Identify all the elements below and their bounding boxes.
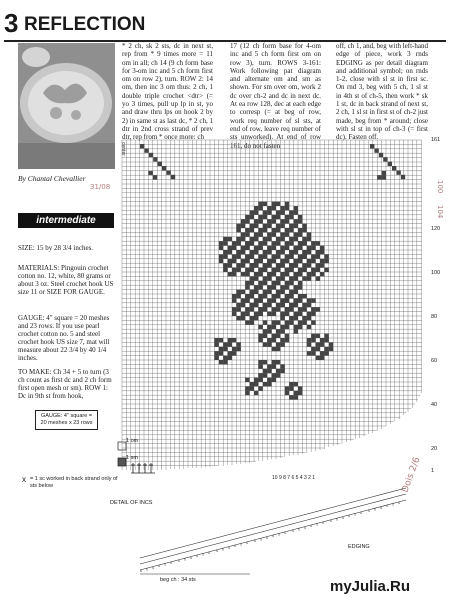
gauge-text: GAUGE: 4" square = 20 meshes and 23 rows. If you use pearl crochet cotton no. 5 and steel crochet hook US size 7, mat will measure about 22 3/4 by 40 1/4 inches.: [18, 314, 110, 362]
page-header: [4, 8, 446, 40]
chart-motif: [140, 144, 405, 400]
row-label-80: 80: [431, 314, 438, 320]
pattern-number: 3: [4, 8, 19, 38]
legend-x-symbol: x: [22, 475, 26, 484]
svg-text:x: x: [310, 523, 312, 529]
svg-text:x: x: [330, 518, 332, 523]
beg-chain-label: beg ch : 34 sts: [160, 577, 196, 583]
difficulty-badge: intermediate: [18, 213, 114, 228]
svg-text:x: x: [374, 506, 376, 512]
svg-text:x: x: [164, 561, 166, 567]
instruction-column-1: * 2 ch, sk 2 sts, dc in next st, rep from * 9 times more = 11 om in all; ch 14 (9 ch form base for 3-om inc and 5 ch form first om on row 2), turn. ROW 2: 14 om, then inc 3 om thus: 2 ch, 1 double triple crochet <dtr> (= yo 3 times, pull up lp in st, yo and draw thru lps on hook 2 by 2) in same st as last dc, * 2 ch, 1 dtr in 2nd cross strand of prev dtr, rep from * once more: ch: [122, 42, 213, 142]
svg-text:x: x: [354, 511, 356, 517]
row-label-40: 40: [431, 402, 438, 408]
svg-text:x: x: [240, 541, 242, 547]
gauge-box-line-1: GAUGE: 4" square =: [40, 413, 93, 419]
instruction-column-3: off, ch 1, and, beg with left-hand edge of piece, work 3 rnds EDGING as per detail diagram and additional symbol; on rnds 1-2, close with sl st in first sc. On rnd 3, beg with 5 ch, 1 sl st in 4th st of ch-5, then work * sk 1 st, dc in back strand of next st, 2 ch, 1 sl st in first st of ch-2 just made, beg from * around; close with sl st in top of ch-3 (= first dc). Fasten off.: [336, 42, 428, 142]
svg-text:x: x: [360, 510, 362, 515]
detail-of-incs-label: DETAIL OF INCS: [110, 500, 153, 506]
svg-text:x: x: [342, 514, 344, 520]
to-make-text: TO MAKE: Ch 34 + 5 to turn (3 ch count as first dc and 2 ch form first open mesh or sm). ROW 1: Dc in 9th st from hook,: [18, 368, 112, 400]
row-label-120: 120: [431, 226, 441, 232]
svg-text:x: x: [292, 528, 294, 533]
edging-label: EDGING: [348, 544, 370, 550]
svg-text:x: x: [322, 520, 324, 525]
svg-text:x: x: [216, 548, 218, 553]
svg-text:x: x: [398, 500, 400, 505]
product-photo: [18, 43, 115, 169]
svg-text:x: x: [304, 524, 306, 530]
svg-text:x: x: [392, 501, 394, 507]
svg-text:x: x: [278, 531, 280, 537]
row-label-161: 161: [431, 137, 441, 143]
svg-text:x: x: [170, 560, 172, 565]
gauge-box-line-2: 20 meshes x 23 rows: [40, 419, 93, 426]
svg-text:x: x: [284, 530, 286, 535]
instruction-column-2: 17 (12 ch form base for 4-om inc and 5 ch form first om on row 3), turn. ROWS 3-161: Work following pat diagram and alternate om and sm as shown. For sm over om, work 2 dc over ch-2 and dc in next dc. At ea row 128, dec at each edge to corresp (= at beg of row, work req number of sl sts, at end of row, leave req number of sts unworked). At end of row 161, do not fasten: [230, 42, 321, 150]
legend-om: 1 om: [126, 438, 139, 444]
svg-text:x: x: [246, 540, 248, 545]
svg-text:x: x: [202, 551, 204, 557]
svg-text:x: x: [348, 513, 350, 519]
pattern-title: REFLECTION: [24, 14, 146, 35]
svg-text:x: x: [298, 526, 300, 532]
svg-text:x: x: [146, 566, 148, 572]
svg-text:x: x: [228, 544, 230, 550]
svg-text:x: x: [254, 538, 256, 543]
svg-text:x: x: [178, 558, 180, 563]
svg-text:x: x: [190, 554, 192, 560]
row-label-100: 100: [431, 270, 441, 276]
materials-text: MATERIALS: Pingouin crochet cotton no. 12, white, 80 grams or about 3 oz. Steel crochet hook US size 11 or SIZE FOR GAUGE.: [18, 264, 114, 296]
svg-text:x: x: [336, 516, 338, 522]
handwritten-note-4: Dois 2/6: [400, 455, 423, 495]
svg-text:x: x: [266, 534, 268, 540]
legend-sm: 1 sm: [126, 455, 138, 461]
svg-text:x: x: [386, 503, 388, 509]
detail-diagram: [120, 470, 420, 580]
svg-text:x: x: [158, 563, 160, 569]
svg-text:x: x: [184, 556, 186, 562]
svg-text:x: x: [272, 533, 274, 539]
svg-text:x: x: [260, 536, 262, 542]
handwritten-note-3: 104: [436, 205, 444, 219]
handwritten-note-1: 31/08: [90, 183, 111, 191]
svg-text:x: x: [152, 564, 154, 570]
svg-text:x: x: [222, 546, 224, 552]
legend-x-description: = 1 sc worked in back strand only of sts below: [30, 476, 118, 489]
site-watermark: myJulia.Ru: [330, 578, 411, 595]
svg-text:x: x: [196, 553, 198, 559]
svg-text:x: x: [208, 550, 210, 555]
svg-text:x: x: [368, 508, 370, 513]
row-label-20: 20: [431, 446, 438, 452]
gauge-box: [35, 410, 98, 430]
chart-grid: [122, 140, 422, 470]
svg-text:x: x: [234, 543, 236, 549]
svg-text:x: x: [140, 568, 142, 573]
byline: By Chantal Chevallier: [18, 174, 86, 183]
row-label-60: 60: [431, 358, 438, 364]
svg-text:x: x: [380, 504, 382, 510]
chart-bottom-numbers: 10 9 8 7 6 5 4 3 2 1: [272, 475, 316, 481]
handwritten-note-2: 100: [436, 180, 444, 194]
svg-text:x: x: [316, 521, 318, 527]
chart-center-label: center: [120, 142, 126, 156]
row-label-1: 1: [431, 468, 435, 474]
size-text: SIZE: 15 by 28 3/4 inches.: [18, 244, 94, 252]
